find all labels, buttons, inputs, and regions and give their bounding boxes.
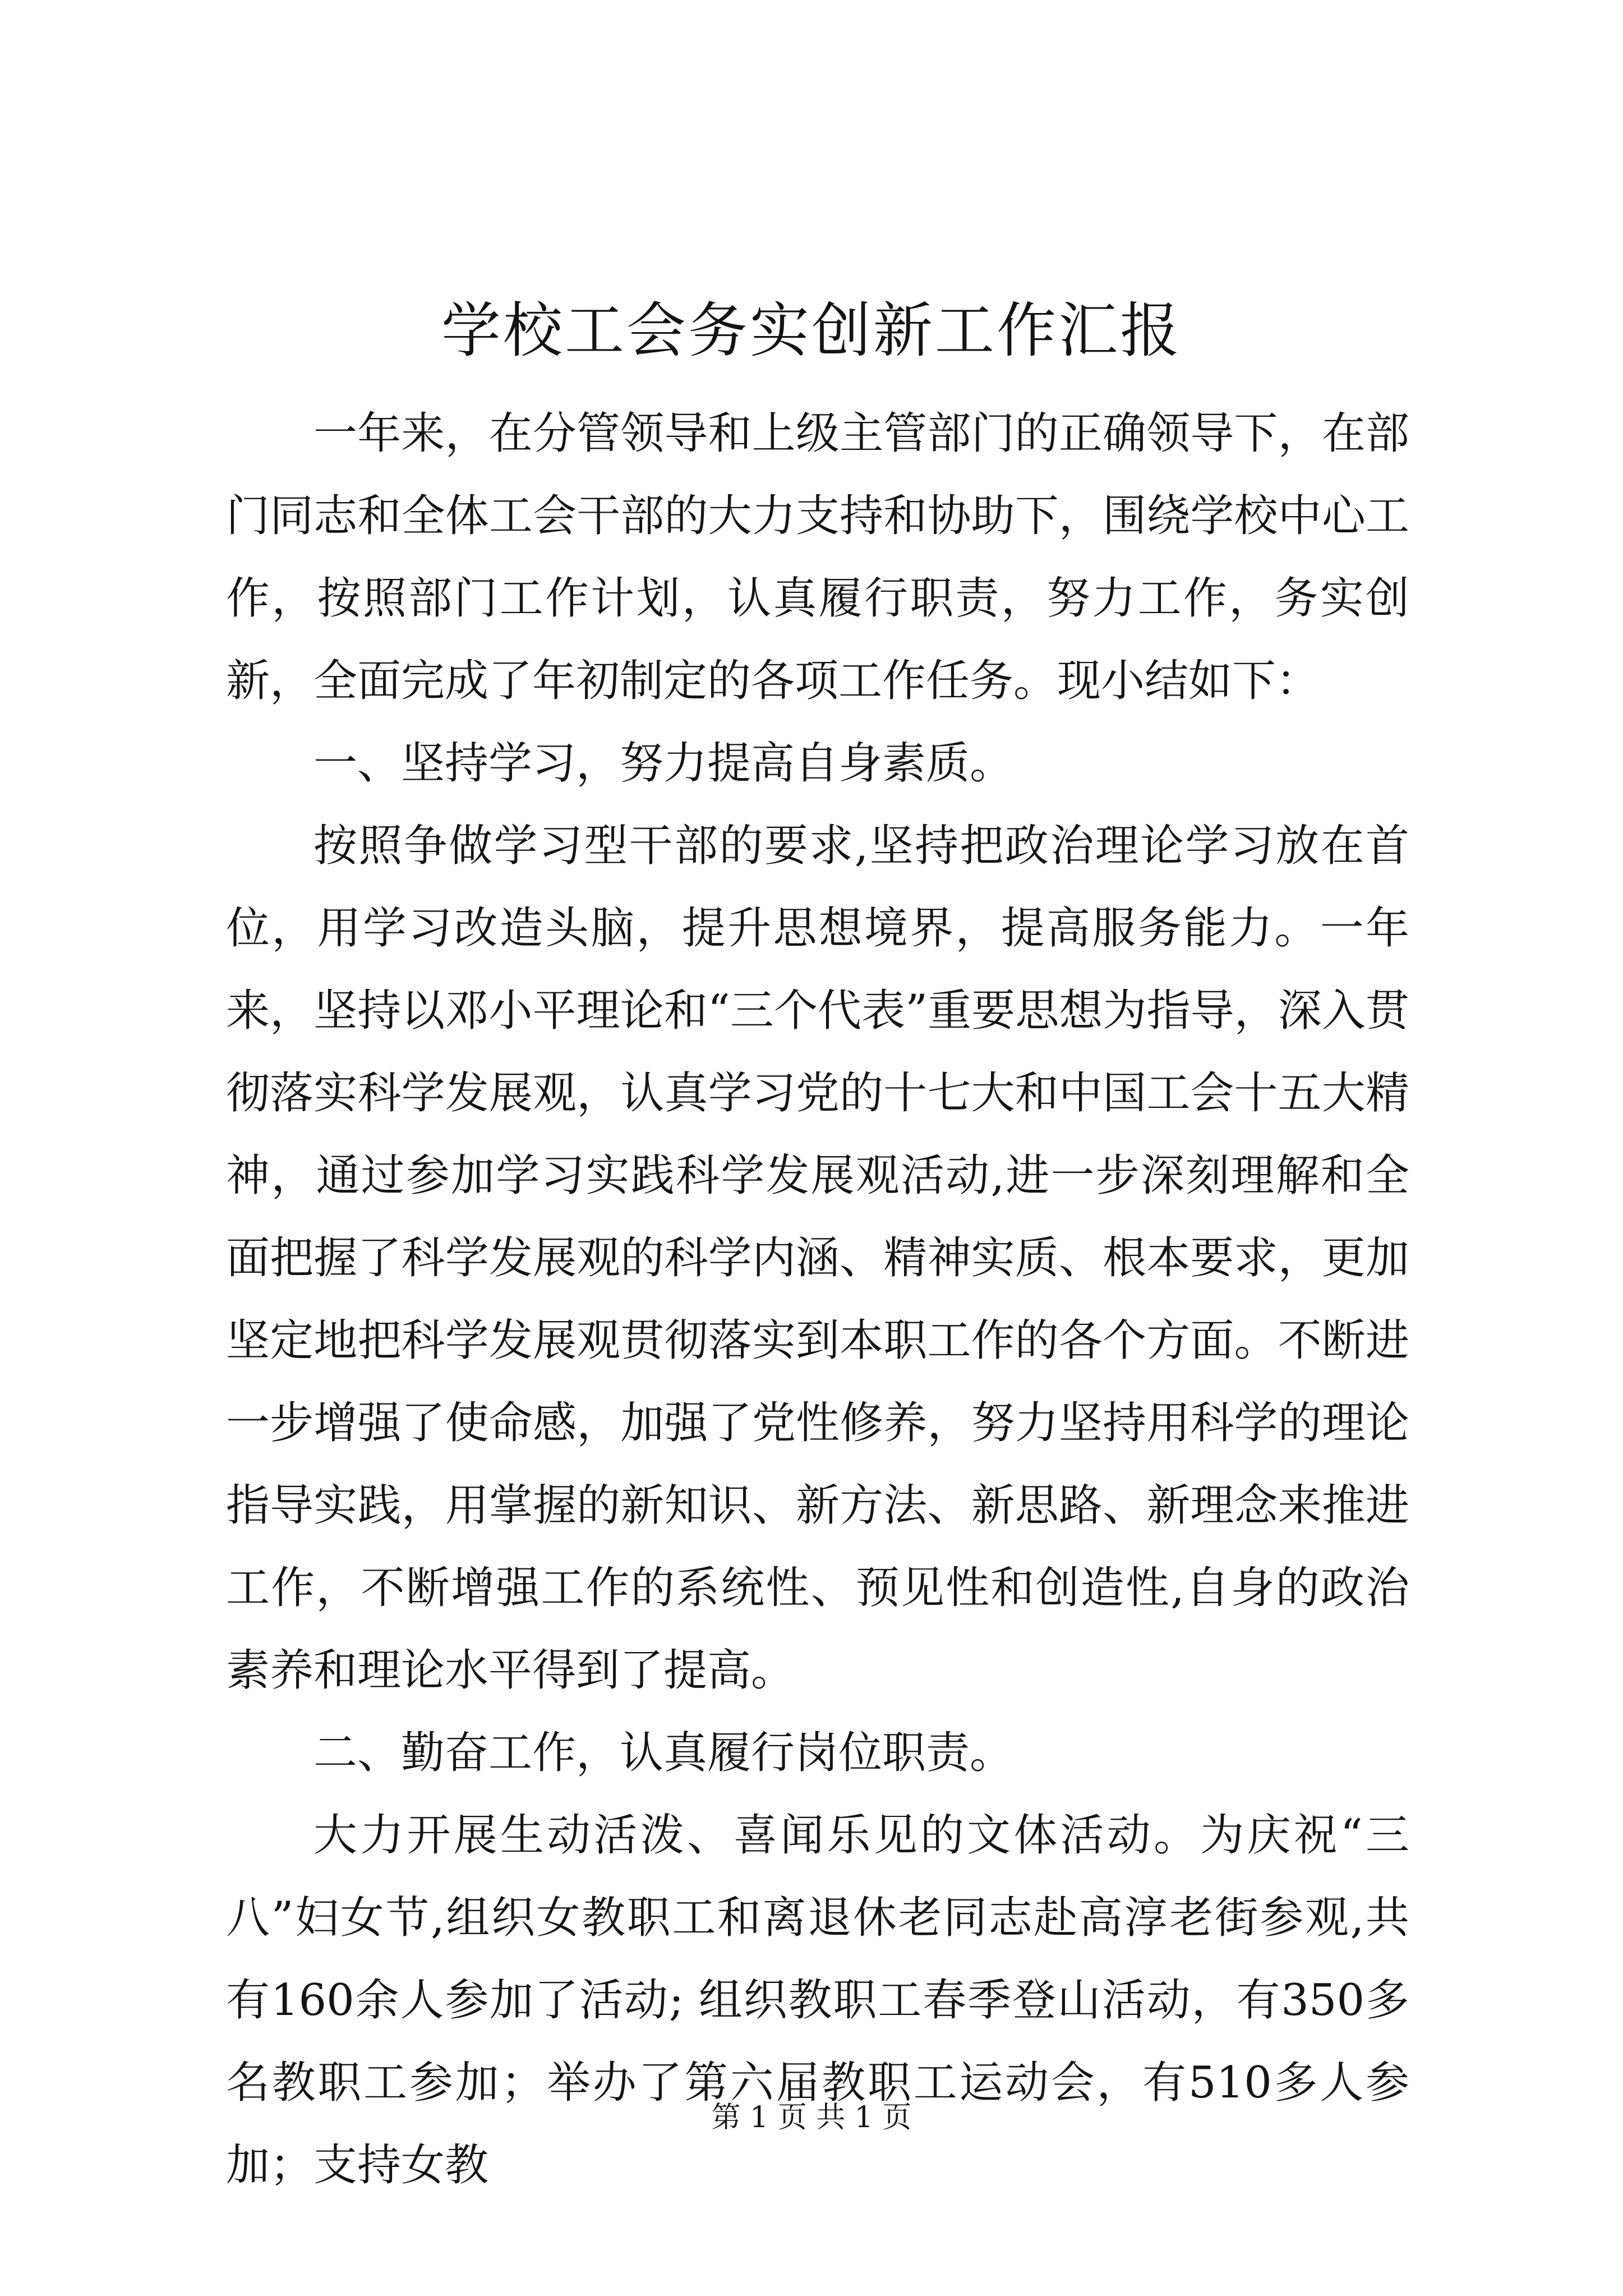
section-heading-1: 一、坚持学习，努力提高自身素质。 <box>313 738 1014 789</box>
section-heading-2: 二、勤奋工作，认真履行岗位职责。 <box>313 1728 1014 1778</box>
paragraph-study: 按照争做学习型干部的要求,坚持把政治理论学习放在首位，用学习改造头脑，提升思想境界，提高服务能力。一年来，坚持以邓小平理论和“三个代表”重要思想为指导，深入贯彻落实科学发展观，认真学习党的十七大和中国工会十五大精神，通过参加学习实践科学发展观活动,进一步深刻理解和全面把握了科学发展观的科学内涵、精神实质、根本要求，更加坚定地把科学发展观贯彻落实到本职工作的各个方面。不断进一步增强了使命感，加强了党性修养，努力坚持用科学的理论指导实践，用掌握的新知识、新方法、新思路、新理念来推进工作，不断增强工作的系统性、预见性和创造性,自身的政治素养和理论水平得到了提高。 <box>226 821 1409 1696</box>
page-footer: 第 1 页 共 1 页 <box>711 2101 912 2134</box>
document-title: 学校工会务实创新工作汇报 <box>441 296 1182 365</box>
paragraph-activities: 大力开展生动活泼、喜闻乐见的文体活动。为庆祝“三八”妇女节,组织女教职工和离退休老同志赴高淳老街参观,共有160余人参加了活动; 组织教职工春季登山活动，有350多名教职工参加；举办了第六届教职工运动会，有510多人参加；支持女教 <box>226 1810 1409 2191</box>
paragraph-intro: 一年来，在分管领导和上级主管部门的正确领导下，在部门同志和全体工会干部的大力支持和协助下，围绕学校中心工作，按照部门工作计划，认真履行职责，努力工作，务实创新，全面完成了年初制定的各项工作任务。现小结如下： <box>226 408 1409 706</box>
document-body <box>226 393 1409 2207</box>
